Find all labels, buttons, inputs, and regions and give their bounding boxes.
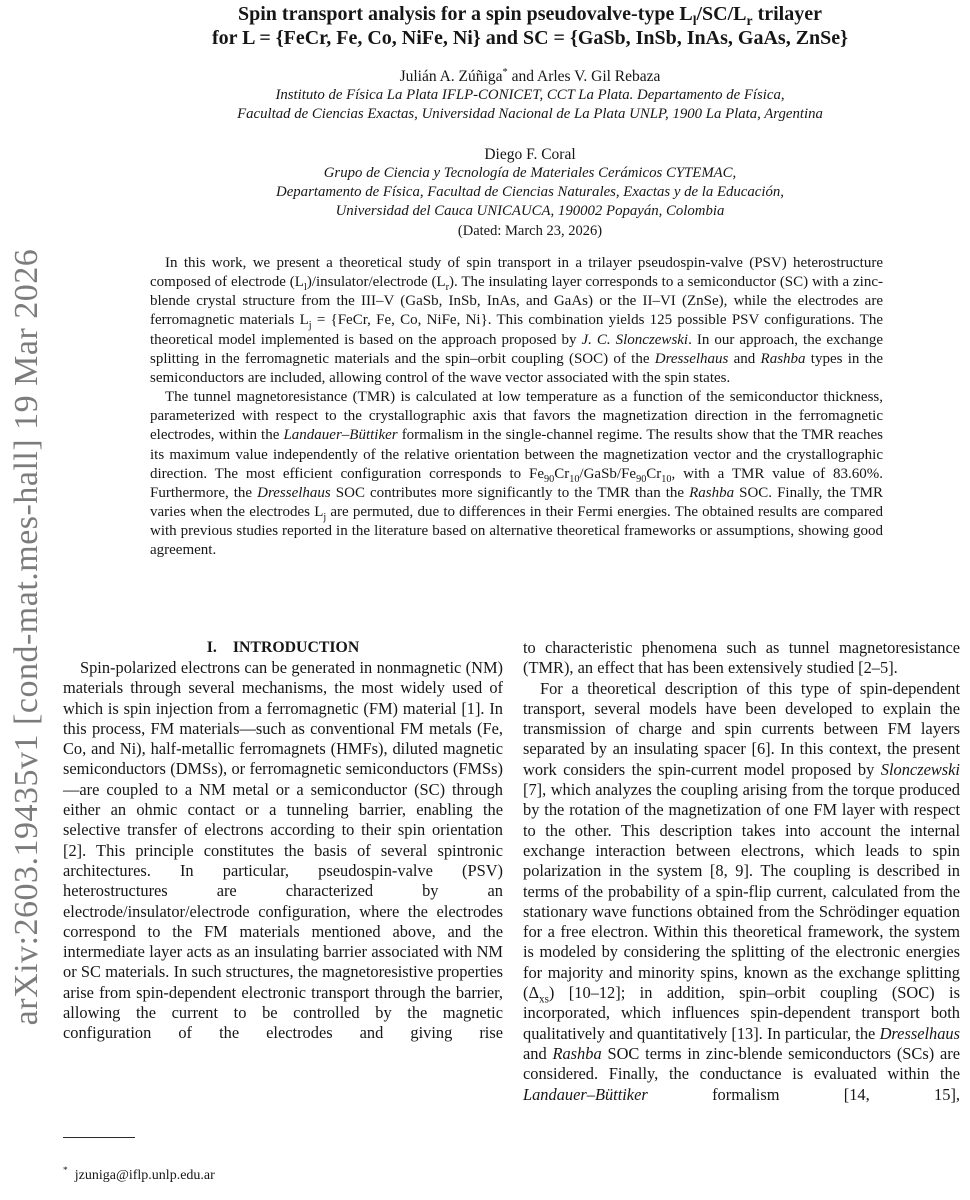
- arxiv-watermark: arXiv:2603.19435v1 [cond-mat.mes-hall] 19 Mar 2026: [8, 248, 45, 1026]
- abstract-paragraph-2: The tunnel magnetoresistance (TMR) is calculated at low temperature as a function of the semiconductor thickness, parameterized with respect to the crystallographic axis that favors the magnetization direction in the ferromagnetic electrodes, within the Landauer–Büttiker formalism in the single-channel regime. The results show that the TMR reaches its maximum value independently of the relative orientation between the magnetization vector and the crystallographic direction. The most efficient configuration corresponds to $Fe_{90}Cr_{10}/GaSb/Fe_{90}Cr_{10}$, with a TMR value of 83.60%. Furthermore, the Dresselhaus SOC contributes more significantly to the TMR than the Rashba SOC. Finally, the TMR varies when the electrodes $L_j$ are permuted, due to differences in their Fermi energies. The obtained results are compared with previous studies reported in the literature based on alternative theoretical frameworks or assumptions, showing good agreement.: [150, 389, 883, 559]
- footnote-marker: *: [63, 1166, 68, 1177]
- affiliation-2-line1: Grupo de Ciencia y Tecnología de Materiales Cerámicos CYTEMAC,: [323, 165, 737, 181]
- author-2: Diego F. Coral: [484, 146, 576, 163]
- affiliation-1: [95, 86, 965, 124]
- section-title: INTRODUCTION: [232, 639, 360, 656]
- paper-title-line1: Spin transport analysis for a spin pseudovalve-type $L_l/SC/L_r$ trilayer: [238, 3, 822, 28]
- footnote: [63, 1167, 215, 1185]
- intro-paragraph-1-continued: to characteristic phenomena such as tunnel magnetoresistance (TMR), an effect that has been extensively studied [2–5].: [523, 638, 960, 678]
- paper-title-line2: for L = {FeCr, Fe, Co, NiFe, Ni} and SC = {GaSb, InSb, InAs, GaAs, ZnSe}: [211, 27, 849, 49]
- date-line: (Dated: March 23, 2026): [457, 223, 603, 239]
- footnote-rule: [63, 1137, 135, 1138]
- section-heading-introduction: [63, 638, 503, 658]
- intro-paragraph-2: For a theoretical description of this type of spin-dependent transport, several models have been developed to explain the transmission of charge and spin currents between FM layers separated by an insulating spacer [6]. In this context, the present work considers the spin-current model proposed by Slonczewski [7], which analyzes the coupling arising from the torque produced by the rotation of the magnetization of one FM layer with respect to the other. This description takes into account the internal exchange interaction between electrons, which leads to spin polarization in the system [8, 9]. The coupling is described in terms of the probability of a spin-flip current, calculated from the stationary wave functions obtained from the Schrödinger equation for a free electron. Within this theoretical framework, the system is modeled by considering the splitting of the electronic energies for majority and minority spins, known as the exchange splitting $(\Delta_{xs})$ [10–12]; in addition, spin–orbit coupling (SOC) is incorporated, which influences spin-dependent transport both qualitatively and quantitatively [13]. In particular, the Dresselhaus and Rashba SOC terms in zinc-blende semiconductors (SCs) are considered. Finally, the conductance is evaluated within the Landauer–Büttiker formalism [14, 15],: [523, 678, 960, 1104]
- column-left: [63, 638, 503, 1044]
- intro-paragraph-1: Spin-polarized electrons can be generated in nonmagnetic (NM) materials through several mechanisms, the most widely used of which is spin injection from a ferromagnetic (FM) material [1]. In this process, FM materials—such as conventional FM metals (Fe, Co, and Ni), half-metallic ferromagnets (HMFs), diluted magnetic semiconductors (DMSs), or ferromagnetic semiconductors (FMSs)—are coupled to a NM metal or a semiconductor (SC) through either an ohmic contact or a tunneling barrier, enabling the selective transfer of electrons according to their spin orientation [2]. This principle constitutes the basis of several spintronic architectures. In particular, pseudospin-valve (PSV) heterostructures are characterized by an electrode/insulator/electrode configuration, where the electrodes correspond to the FM materials mentioned above, and the intermediate layer acts as an insulating barrier associated with NM or SC materials. In such structures, the magnetoresistive properties arise from spin-dependent electronic transport through the barrier, allowing the current to be controlled by the magnetic configuration of the electrodes and giving rise: [63, 658, 503, 1043]
- footnote-email-link[interactable]: jzuniga@iflp.unlp.edu.ar: [74, 1168, 215, 1183]
- abstract: [150, 254, 883, 561]
- paper-header: [95, 2, 965, 241]
- affiliation-1-line2: Facultad de Ciencias Exactas, Universidad Nacional de La Plata UNLP, 1900 La Plata, Argentina: [237, 106, 823, 122]
- affiliation-1-line1: Instituto de Física La Plata IFLP-CONICET, CCT La Plata. Departamento de Física,: [275, 87, 785, 103]
- column-right: [523, 638, 960, 1105]
- paper-title: [95, 2, 965, 50]
- abstract-paragraph-1: In this work, we present a theoretical study of spin transport in a trilayer pseudospin-valve (PSV) heterostructure composed of electrode $(L_l)/insulator$/electrode $(L_r)$. The insulating layer corresponds to a semiconductor (SC) with a zinc-blende crystal structure from the III–V (GaSb, InSb, InAs, and GaAs) or the II–VI (ZnSe), while the electrodes are ferromagnetic materials $L_j$ = {FeCr, Fe, Co, NiFe, Ni}. This combination yields 125 possible PSV configurations. The theoretical model implemented is based on the approach proposed by J. C. Slonczewski. In our approach, the exchange splitting in the ferromagnetic materials and the spin–orbit coupling (SOC) of the Dresselhaus and Rashba types in the semiconductors are included, allowing control of the wave vector associated with the spin states.: [150, 255, 883, 386]
- section-number: I.: [206, 639, 217, 656]
- affiliation-2: [95, 164, 965, 221]
- affiliation-2-line3: Universidad del Cauca UNICAUCA, 190002 Popayán, Colombia: [335, 203, 725, 219]
- authors-line: Julián A. Zúñiga* and Arles V. Gil Rebaza: [399, 66, 661, 85]
- affiliation-2-line2: Departamento de Física, Facultad de Ciencias Naturales, Exactas y de la Educación,: [276, 184, 784, 200]
